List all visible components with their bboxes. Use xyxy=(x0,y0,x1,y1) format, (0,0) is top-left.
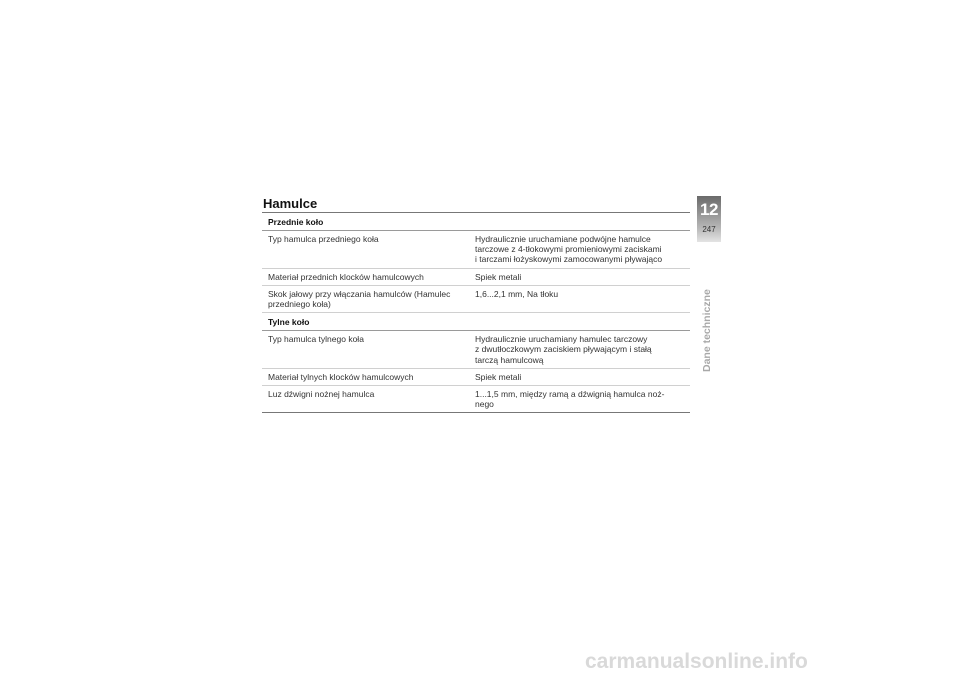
page-number: 247 xyxy=(702,225,716,234)
row-label: Typ hamulca tylnego koła xyxy=(268,334,364,345)
row-value: Hydraulicznie uruchamiany hamulec tarczowy z dwutłoczkowym zaciskiem pływającym i stałą tarczą hamulcową xyxy=(475,334,652,365)
row-value: Hydraulicznie uruchamiane podwójne hamulce tarczowe z 4-tłokowymi promieniowymi zaciskami i tarczami łożyskowymi zamocowanymi pływająco xyxy=(475,234,663,265)
section-title: Hamulce xyxy=(263,196,318,211)
row-value: 1...1,5 mm, między ramą a dźwignią hamulca noż- nego xyxy=(475,389,665,410)
chapter-side-label: Dane techniczne xyxy=(701,289,713,372)
row-label: Typ hamulca przedniego koła xyxy=(268,234,379,244)
row-label: Materiał przednich klocków hamulcowych xyxy=(268,271,424,282)
table-row xyxy=(262,269,690,286)
table-row xyxy=(262,231,690,269)
table-row xyxy=(262,331,690,369)
group-header-rear-wheel: Tylne koło xyxy=(262,313,690,331)
row-label: Materiał tylnych klocków hamulcowych xyxy=(268,371,414,382)
table-row xyxy=(262,386,690,413)
group-header-front-wheel: Przednie koło xyxy=(262,213,690,231)
row-value: Spiek metali xyxy=(475,371,522,382)
chapter-number: 12 xyxy=(700,200,718,219)
row-value: Spiek metali xyxy=(475,271,522,282)
row-label: Skok jałowy przy włączania hamulców (Hamulec przedniego koła) xyxy=(268,288,451,310)
row-label: Luz dźwigni nożnej hamulca xyxy=(268,389,375,400)
table-row xyxy=(262,286,690,313)
table-row xyxy=(262,369,690,386)
spec-table xyxy=(262,212,690,413)
watermark: carmanualsonline.info xyxy=(585,650,808,673)
row-value: 1,6...2,1 mm, Na tłoku xyxy=(475,288,559,299)
